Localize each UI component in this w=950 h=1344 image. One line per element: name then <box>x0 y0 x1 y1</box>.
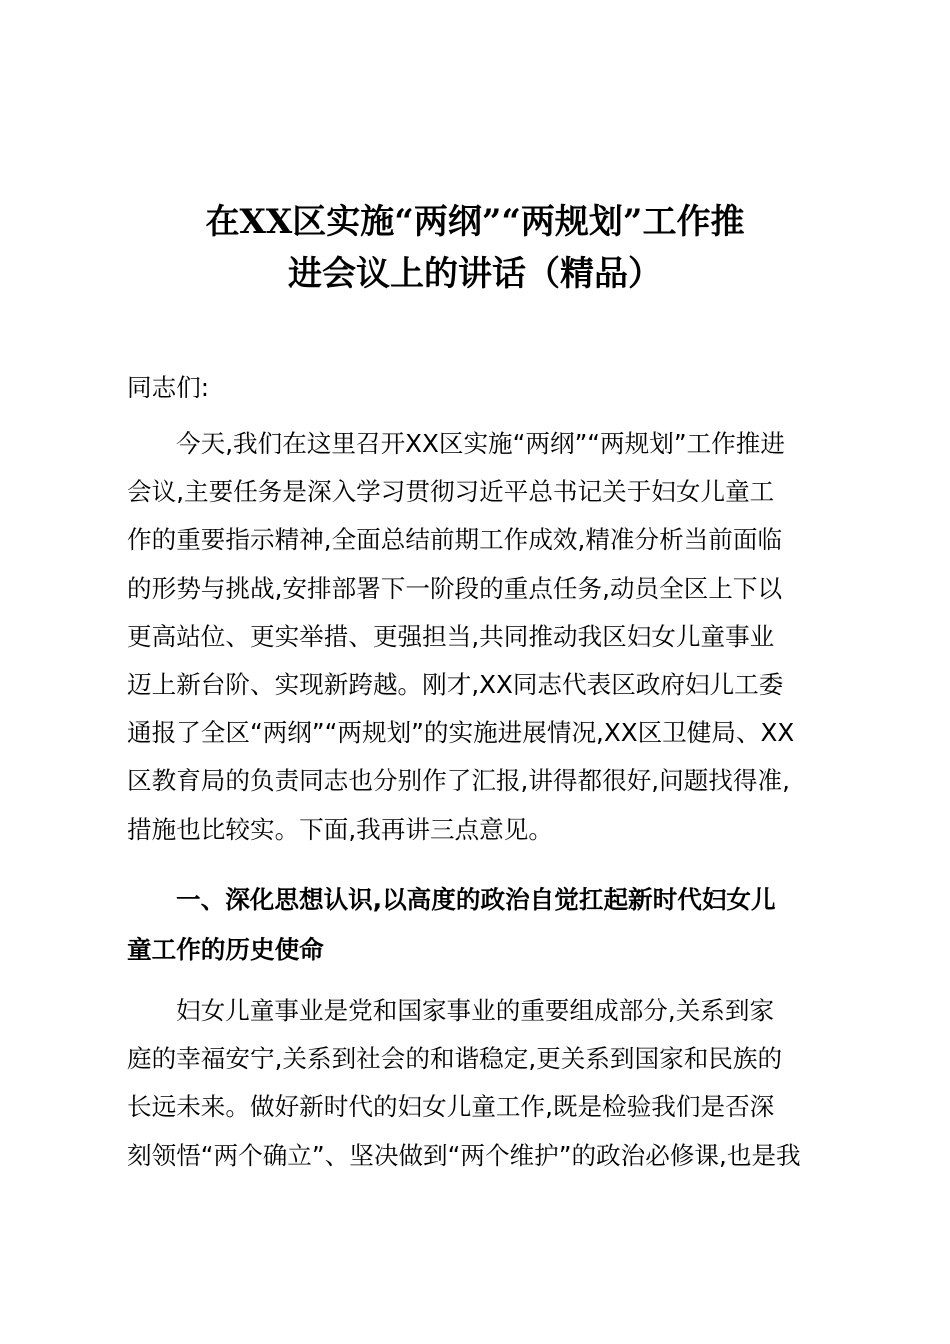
paragraph-line: 迈上新台阶、实现新跨越。刚才,XX同志代表区政府妇儿工委 <box>127 670 784 700</box>
heading-line: 一、深化思想认识,以高度的政治自觉扛起新时代妇女儿 <box>176 885 776 914</box>
paragraph-line: 今天,我们在这里召开XX区实施“两纲”“两规划”工作推进 <box>176 429 785 458</box>
paragraph-2 <box>127 987 827 1180</box>
paragraph-line: 长远未来。做好新时代的妇女儿童工作,既是检验我们是否深 <box>127 1092 775 1122</box>
paragraph-line: 更高站位、更实举措、更强担当,共同推动我区妇女儿童事业 <box>127 621 775 651</box>
paragraph-line: 庭的幸福安宁,关系到社会的和谐稳定,更关系到国家和民族的 <box>127 1044 783 1074</box>
paragraph-line: 通报了全区“两纲”“两规划”的实施进展情况,XX区卫健局、XX <box>127 718 795 748</box>
paragraph-line: 措施也比较实。下面,我再讲三点意见。 <box>127 814 553 844</box>
heading-line: 童工作的历史使命 <box>127 935 324 964</box>
paragraph-line: 的形势与挑战,安排部署下一阶段的重点任务,动员全区上下以 <box>127 573 783 603</box>
section-heading-1 <box>127 875 827 975</box>
salutation: 同志们: <box>127 373 210 402</box>
paragraph-line: 妇女儿童事业是党和国家事业的重要组成部分,关系到家 <box>176 996 775 1025</box>
paragraph-line: 区教育局的负责同志也分别作了汇报,讲得都很好,问题找得准, <box>127 766 790 796</box>
document-title-line-1: 在XX区实施“两纲”“两规划”工作推 <box>205 202 745 242</box>
document-title-line-2: 进会议上的讲话（精品） <box>288 254 662 294</box>
paragraph-1 <box>127 420 827 854</box>
paragraph-line: 刻领悟“两个确立”、坚决做到“两个维护”的政治必修课,也是我 <box>127 1140 801 1170</box>
paragraph-line: 会议,主要任务是深入学习贯彻习近平总书记关于妇女儿童工 <box>127 477 775 507</box>
paragraph-line: 作的重要指示精神,全面总结前期工作成效,精准分析当前面临 <box>127 525 783 555</box>
